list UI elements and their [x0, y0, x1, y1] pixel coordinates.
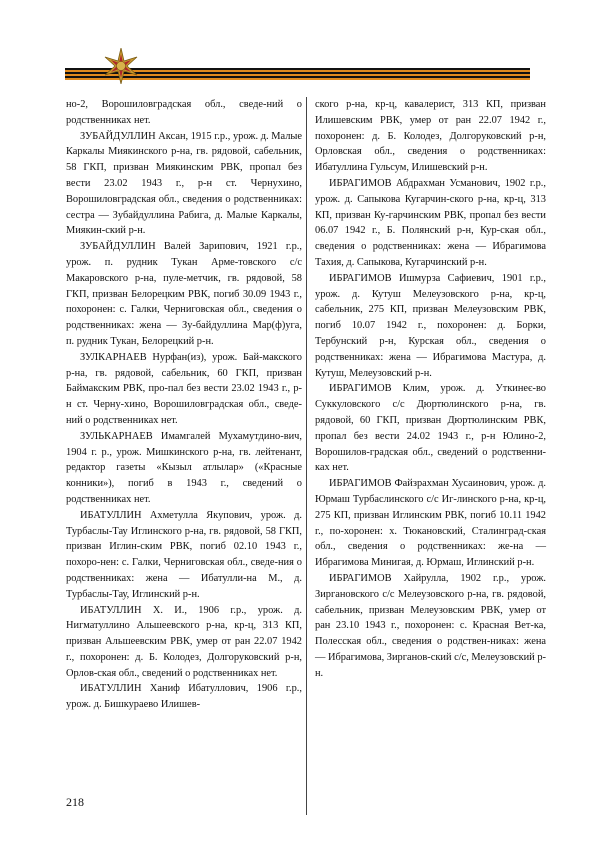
biography-entry: ИБРАГИМОВ Клим, урож. д. Уткинеє-во Суккуловского с/с Дюртюлинского р-на, гв. рядовой, 60 ГКП, призван Дюртюлинским РВК, пропал без вести 24.02 1943 г., р-н Юлино-2, Ворошилов-градская обл., сведений о родственни-ках нет.: [315, 383, 546, 474]
biography-entry: ИБАТУЛЛИН Х. И., 1906 г.р., урож. д. Нигматуллино Альшеевского р-на, кр-ц, 313 КП, призван Альшеевским РВК, умер от ран 22.07 1942 г., похоронен: д. Б. Колодез, Долгоруковский р-н, Орлов-ская обл., сведений о родственниках нет.: [66, 604, 302, 679]
biography-entry: ЗУЛЬКАРНАЕВ Имамгалей Мухамутдино-вич, 1904 г. р., урож. Мишкинского р-на, гв. лейтенант, редактор газеты «Кызыл атлылар» («Красные конники»), погиб в 1943 г., сведений о родственниках нет.: [66, 430, 302, 505]
biography-entry: ИБАТУЛЛИН Ахметулла Якупович, урож. д. Турбаслы-Тау Иглинского р-на, гв. рядовой, 58 ГКП, призван Иглин-ским РВК, погиб 02.10 1943 г., похоро-нен: с. Галки, Черниговская обл., сведе-ния о родственниках: жена — Ибатулли-на М., д. Турбаслы-Тау, Иглинский р-н.: [66, 509, 302, 600]
biography-entry: ЗУБАЙДУЛЛИН Аксан, 1915 г.р., урож. д. Малые Каркалы Миякинского р-на, гв. рядовой, сабельник, 58 ГКП, призван Миякинским РВК, пропал без вести 23.02 1943 г., р-н ст. Чернухино, Ворошиловградская обл., сведения о родственниках: сестра — Зубайдуллина Рабига, д. Малые Каркалы, Миякин-ский р-н.: [66, 130, 302, 237]
order-star-icon: [103, 48, 139, 84]
text-paragraph: но-2, Ворошиловградская обл., сведе-ний о родственниках нет.: [66, 99, 302, 126]
biography-entry: ИБАТУЛЛИН Ханиф Ибатуллович, 1906 г.р., урож. д. Бишкураево Илишев-: [66, 683, 302, 711]
biography-entry: ИБРАГИМОВ Ишмурза Сафиевич, 1901 г.р., урож. д. Кутуш Мелеузовского р-на, кр-ц, сабельник, 275 КП, призван Мелеузовским РВК, погиб 10.07 1942 г., похоронен: д. Борки, Тербунский р-н, Курская обл., сведения о родственниках: жена — Ибрагимова Мастура, д. Кутуш, Мелеузовский р-н.: [315, 272, 546, 379]
biography-entry: ИБРАГИМОВ Абдрахман Усманович, 1902 г.р., урож. д. Сапыкова Кугарчин-ского р-на, кр-ц, 313 КП, призван Ку-гарчинским РВК, пропал без вести 06.07 1942 г., Б. Полянский р-н, Кур-ская обл., сведения о родственниках: жена — Ибрагимова Тахия, д. Сапыкова, Кугарчинский р-н.: [315, 177, 546, 268]
column-divider: [306, 97, 307, 815]
biography-entry: ИБРАГИМОВ Хайрулла, 1902 г.р., урож. Зиргановского с/с Мелеузовского р-на, гв. рядовой, сабельник, призван Мелеузовским РВК, умер от ран 23.10 1943 г., похоронен: с. Красная Вет-ка, Полесская обл., сведения о родствен-никах: жена — Ибрагимова, Зирганов-ский с/с, Мелеузовский р-н.: [315, 572, 546, 679]
text-paragraph: ского р-на, кр-ц, кавалерист, 313 КП, призван Илишевским РВК, умер от ран 22.07 1942 г., похоронен: д. Б. Колодез, Долгоруковский р-н, Орловская обл., сведения о родственниках: Ибатуллина Гульсум, Илишевский р-н.: [315, 99, 546, 174]
biography-entry: ИБРАГИМОВ Файзрахман Хусаинович, урож. д. Юрмаш Турбаслинского с/с Иг-линского р-на, кр-ц, 275 КП, призван Иглинским РВК, погиб 10.11 1942 г., по-хоронен: х. Тюкановский, Сталинград-ская обл., сведения о родственниках: же-на — Ибрагимова Минигая, д. Юрмаш, Иглинский р-н.: [315, 478, 546, 569]
left-column: [66, 97, 302, 713]
biography-entry: ЗУЛКАРНАЕВ Нурфан(из), урож. Бай-макского р-на, гв. рядовой, сабельник, 60 ГКП, призван Баймакским РВК, про-пал без вести 23.02 1943 г., р-н ст. Черну-хино, Ворошиловградская обл., сведе-ний о родственниках нет.: [66, 351, 302, 426]
page-number: 218: [66, 795, 84, 809]
biography-entry: ЗУБАЙДУЛЛИН Валей Зарипович, 1921 г.р., урож. п. рудник Тукан Арме-товского с/с Макаровского р-на, пуле-метчик, гв. рядовой, 58 ГКП, призван Белорецким РВК, погиб 30.09 1943 г., похоронен: с. Галки, Черниговская обл., сведения о родственниках: жена — Зу-байдуллина Мар(ф)уга, п. рудник Тукан, Белорецкий р-н.: [66, 241, 302, 347]
right-column: [315, 97, 546, 681]
